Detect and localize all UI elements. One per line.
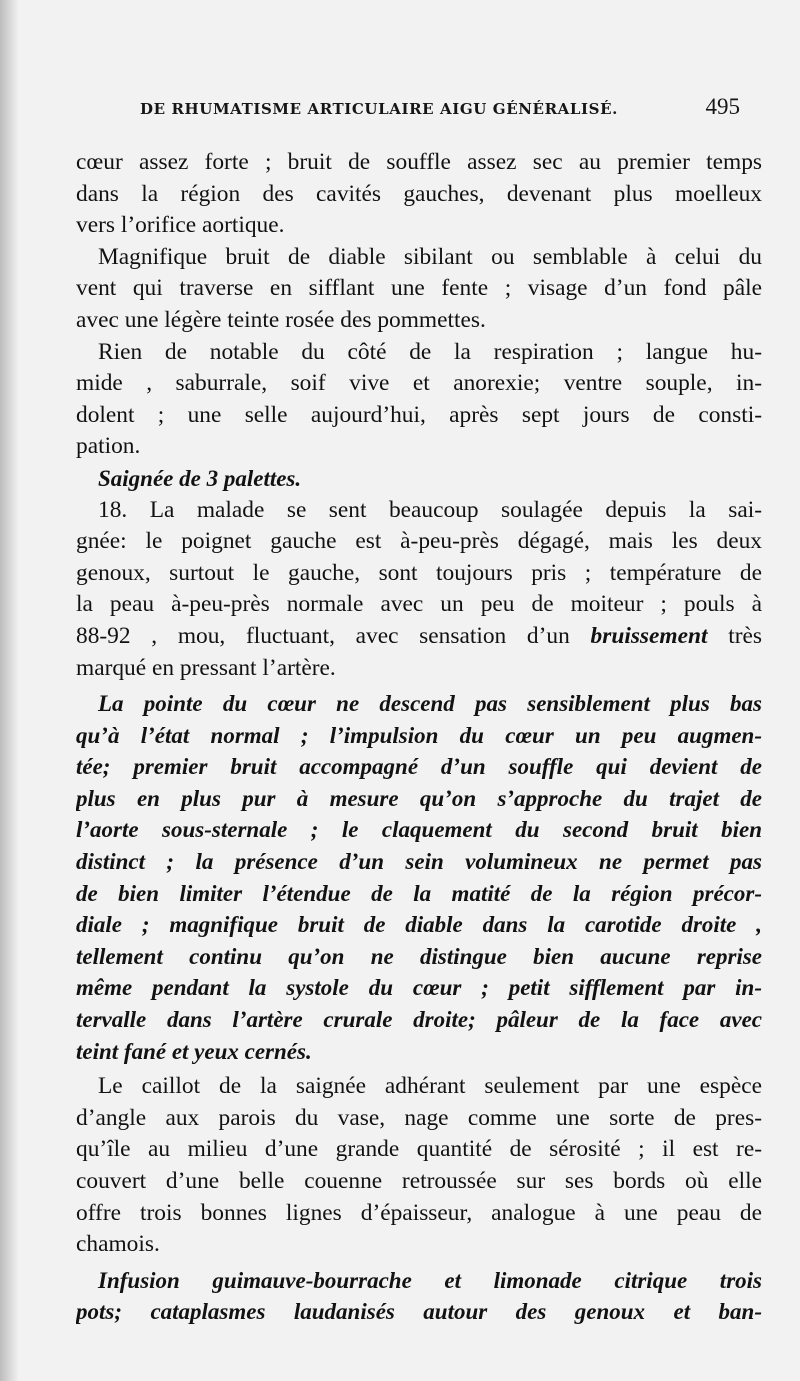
prescription-line: Saignée de 3 palettes. bbox=[98, 465, 302, 491]
text-line: qu’île au milieu d’une grande quantité de sérosité ; il est re- bbox=[76, 1136, 762, 1163]
italic-line: de bien limiter l’étendue de la matité de la région précor- bbox=[76, 880, 762, 906]
text-line: cœur assez forte ; bruit de souffle assez sec au premier temps bbox=[76, 149, 762, 175]
emphasis-word: bruissement bbox=[590, 622, 708, 649]
text-line: dolent ; une selle aujourd’hui, après sept jours de consti- bbox=[76, 401, 762, 428]
italic-line: La pointe du cœur ne descend pas sensiblement plus bas bbox=[98, 691, 762, 717]
text-line: d’angle aux parois du vase, nage comme une sorte de pres- bbox=[76, 1104, 762, 1131]
italic-line: qu’à l’état normal ; l’impulsion du cœur un peu augmen- bbox=[76, 722, 762, 748]
page-edge-shadow bbox=[0, 0, 18, 1381]
italic-line: pots; cataplasmes laudanisés autour des genoux et ban- bbox=[76, 1299, 762, 1325]
italic-line: même pendant la systole du cœur ; petit sifflement par in- bbox=[76, 975, 762, 1001]
text-line: Le caillot de la saignée adhérant seulement par une espèce bbox=[98, 1073, 762, 1100]
text-line: mide , saburrale, soif vive et anorexie; ventre souple, in- bbox=[76, 370, 762, 397]
text-line: vers l’orifice aortique. bbox=[76, 212, 285, 239]
page-header bbox=[140, 94, 740, 126]
running-head: DE RHUMATISME ARTICULAIRE AIGU GÉNÉRALISÉ. bbox=[140, 100, 618, 118]
text-line: couvert d’une belle couenne retroussée sur ses bords où elle bbox=[76, 1168, 762, 1194]
text-line: offre trois bonnes lignes d’épaisseur, analogue à une peau de bbox=[76, 1199, 762, 1226]
text-segment: 88-92 , mou, fluctuant, avec sensation d’un bbox=[76, 622, 570, 649]
text-line: marqué en pressant l’artère. bbox=[76, 654, 336, 681]
text-line: 18. La malade se sent beaucoup soulagée depuis la sai- bbox=[98, 496, 762, 523]
italic-line: teint fané et yeux cernés. bbox=[76, 1038, 312, 1064]
italic-line: tée; premier bruit accompagné d’un souffle qui devient de bbox=[76, 754, 762, 780]
text-line: vent qui traverse en sifflant une fente ; visage d’un fond pâle bbox=[76, 275, 762, 302]
text-line: pation. bbox=[76, 433, 141, 460]
text-line: gnée: le poignet gauche est à-peu-près dégagé, mais les deux bbox=[76, 528, 762, 555]
page-number: 495 bbox=[705, 94, 740, 119]
italic-line: tellement continu qu’on ne distingue bien aucune reprise bbox=[76, 943, 762, 969]
page-body bbox=[76, 147, 762, 1328]
italic-line: l’aorte sous-sternale ; le claquement du second bruit bien bbox=[76, 817, 762, 843]
italic-line: distinct ; la présence d’un sein volumineux ne permet pas bbox=[76, 849, 762, 875]
text-line: chamois. bbox=[76, 1231, 160, 1258]
text-line: Magnifique bruit de diable sibilant ou semblable à celui du bbox=[98, 243, 762, 270]
text-line: dans la région des cavités gauches, devenant plus moelleux bbox=[76, 180, 762, 207]
text-segment: très bbox=[728, 622, 762, 649]
text-line: Rien de notable du côté de la respiration ; langue hu- bbox=[98, 338, 762, 365]
text-line: avec une légère teinte rosée des pommettes. bbox=[76, 306, 486, 333]
italic-line: tervalle dans l’artère crurale droite; pâleur de la face avec bbox=[76, 1007, 762, 1033]
italic-line: Infusion guimauve-bourrache et limonade citrique trois bbox=[98, 1267, 762, 1293]
text-line: la peau à-peu-près normale avec un peu de moiteur ; pouls à bbox=[76, 591, 762, 618]
text-line: genoux, surtout le gauche, sont toujours pris ; température de bbox=[76, 559, 762, 586]
text-line-mixed bbox=[76, 621, 762, 653]
italic-line: diale ; magnifique bruit de diable dans la carotide droite , bbox=[76, 912, 762, 938]
italic-line: plus en plus pur à mesure qu’on s’approche du trajet de bbox=[76, 785, 762, 811]
